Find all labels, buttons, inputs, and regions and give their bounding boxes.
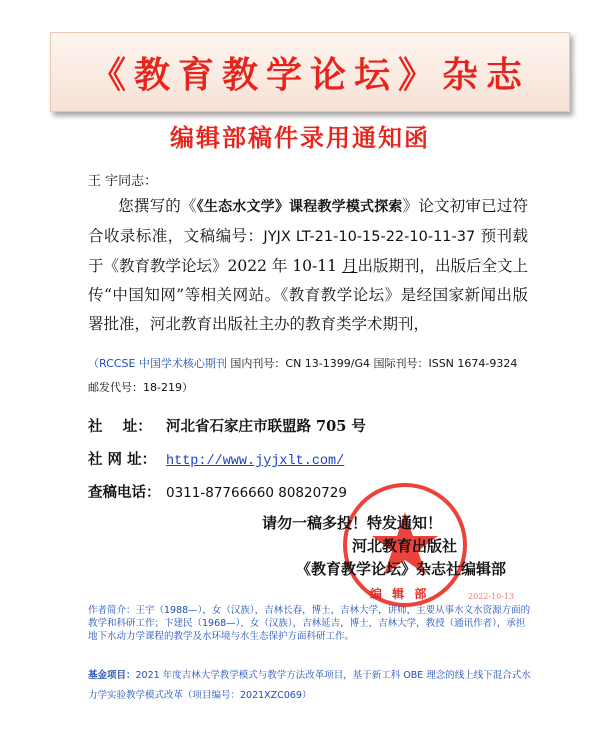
- website-row: [88, 448, 344, 469]
- fund-project: [88, 666, 533, 706]
- body-part-d: 出版期刊，出版后全文上传“中国知网”等相关网站。《教育教学论坛》是经国家新闻出版署批准，河北教育出版社主办的教育类学术期刊，: [88, 257, 528, 333]
- author-intro: 作者简介：王宇（1988—），女（汉族），吉林长春，博士，吉林大学，讲师，主要从事水文水资源方面的教学和科研工作；卞建民（1968—），女（汉族），吉林延吉，博士，吉林大学，教授（通讯作者），承担地下水动力学课程的教学及水环境与水生态保护方面科研工作。: [88, 605, 531, 642]
- journal-title: 《教育教学论坛》杂志: [89, 53, 530, 96]
- phone-label: 查稿电话：: [88, 484, 161, 501]
- notice-title: 编辑部稿件录用通知函: [170, 123, 430, 152]
- signature-line-2: 河北教育出版社: [352, 537, 458, 555]
- greeting: 王 宇同志：: [88, 174, 158, 189]
- seal-date: 2022-10-13: [468, 592, 515, 601]
- signature-line-3: 《教育教学论坛》杂志社编辑部: [296, 560, 507, 578]
- fund-text: 2021 年度吉林大学教学模式与教学方法改革项目，基于新工科 OBE 理念的线上线下混合式水力学实验教学模式改革（项目编号：2021XZC069）: [88, 670, 531, 701]
- catalog-line: [88, 352, 528, 400]
- body-part-c: 预刊载于《教育教学论坛》2022 年 10-11: [88, 227, 528, 275]
- website-label: 社 网 址：: [88, 451, 157, 468]
- acceptance-body: [88, 192, 528, 339]
- address-value: 河北省石家庄市联盟路 705 号: [166, 418, 366, 435]
- phone-value: 0311-87766660 80820729: [166, 485, 347, 501]
- address-row: [88, 415, 366, 436]
- body-part-a: 您撰写的《: [118, 197, 197, 215]
- seal-bottom-text: 编 辑 部: [370, 587, 430, 601]
- fund-label: 基金项目：: [88, 670, 136, 681]
- catalog-open: （: [88, 357, 99, 370]
- catalog-numbers: 国内刊号：CN 13-1399/G4 国际刊号：ISSN 1674-9324 邮发代号：18-219）: [88, 357, 518, 394]
- rccse-label: RCCSE 中国学术核心期刊: [99, 357, 227, 370]
- manuscript-number: JYJX LT-21-10-15-22-10-11-37: [263, 229, 476, 245]
- signature-line-1: 请勿一稿多投！特发通知！: [262, 514, 443, 532]
- website-link[interactable]: http://www.jyjxlt.com/: [166, 454, 345, 469]
- body-part-b: 》论文初审已过符合收录标准，文稿编号：: [88, 197, 528, 245]
- address-label: 社 址：: [88, 418, 152, 435]
- month-mark: 月: [341, 257, 358, 275]
- journal-banner: [50, 32, 570, 112]
- paper-title: 《生态水文学》课程教学模式探索: [196, 199, 403, 215]
- phone-row: [88, 481, 347, 502]
